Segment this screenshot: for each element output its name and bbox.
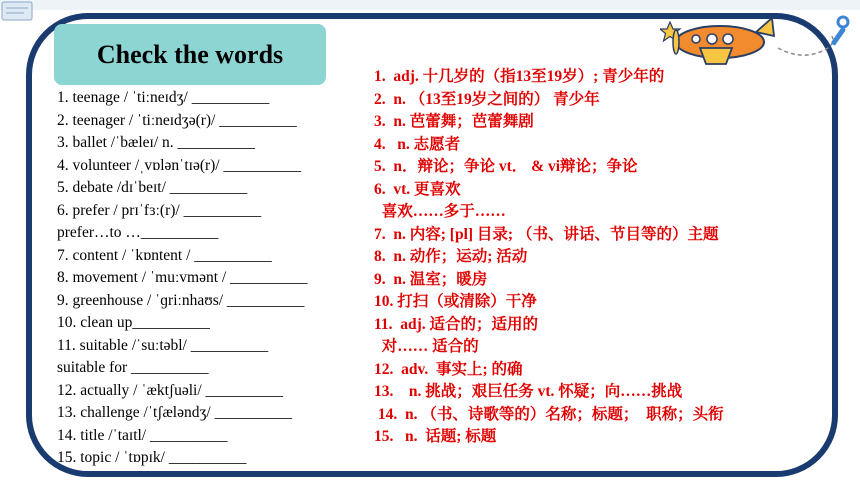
vocabulary-item: 7. content / ˈkɒntent / __________: [57, 246, 272, 264]
vocabulary-item: 8. movement / ˈmuːvmənt / __________: [57, 269, 308, 286]
vocabulary-item: 13. challenge /ˈtʃæləndʒ/ __________: [57, 404, 293, 421]
vocabulary-item: 3. ballet /ˈbæleɪ/ n. __________: [57, 134, 256, 151]
notebook-corner-icon: [0, 0, 40, 24]
definition-item: 4. n. 志愿者: [374, 135, 461, 153]
definition-item: 3. n. 芭蕾舞；芭蕾舞剧: [374, 113, 534, 130]
definition-item: 12. adv. 事实上; 的确: [374, 360, 523, 378]
definition-item: 14. n. （书、诗歌等的）名称；标题； 职称；头衔: [374, 405, 724, 423]
vocabulary-item: 11. suitable /ˈsuːtəbl/ __________: [57, 336, 269, 354]
vocabulary-item: 2. teenager / ˈtiːneɪdʒə(r)/ __________: [57, 111, 297, 129]
vocabulary-item: suitable for __________: [57, 359, 209, 376]
definition-item: 1. adj. 十几岁的（指13至19岁）; 青少年的: [374, 68, 665, 85]
page-title: Check the words: [96, 39, 284, 69]
definition-item: 8. n. 动作；运动; 活动: [374, 248, 528, 265]
airplane-icon: [660, 8, 850, 74]
vocabulary-item: 4. volunteer /ˌvɒlənˈtɪə(r)/ __________: [57, 156, 301, 174]
definition-item: 5. n．辩论；争论 vt． & vi辩论；争论: [374, 158, 638, 175]
definition-item: 10. 打扫（或清除）干净: [374, 293, 537, 310]
definition-item: 13. n. 挑战；艰巨任务 vt. 怀疑；向……挑战: [374, 383, 683, 400]
definition-item: 11. adj. 适合的；适用的: [374, 315, 539, 333]
definition-item: 6. vt. 更喜欢: [374, 180, 461, 198]
vocabulary-item: 5. debate /dɪˈbeɪt/ __________: [57, 179, 248, 196]
title-banner: [54, 24, 326, 85]
vocabulary-item: 1. teenage / ˈtiːneɪdʒ/ __________: [57, 89, 270, 106]
definition-item: 对…… 适合的: [374, 338, 479, 355]
vocabulary-item: 12. actually / ˈæktʃuəli/ __________: [57, 381, 284, 399]
vocabulary-item: 6. prefer / prɪˈfɜː(r)/ __________: [57, 201, 262, 219]
vocabulary-item: 15. topic / ˈtɒpɪk/ __________: [57, 449, 247, 466]
definition-item: 喜欢……多于……: [374, 203, 506, 220]
wrench-icon: [831, 17, 848, 46]
vocabulary-item: 9. greenhouse / ˈɡriːnhaʊs/ __________: [57, 291, 305, 309]
definition-item: 15. n. 话题; 标题: [374, 428, 497, 445]
vocabulary-item: 10. clean up__________: [57, 314, 210, 331]
vocabulary-list: [57, 87, 357, 470]
vocabulary-item: 14. title /ˈtaɪtl/ __________: [57, 426, 228, 444]
definition-list: [374, 66, 834, 449]
vocabulary-item: prefer…to …__________: [57, 224, 219, 241]
definition-item: 7. n. 内容; [pl] 目录; （书、讲话、节目等的）主题: [374, 225, 719, 243]
definition-item: 9. n. 温室；暖房: [374, 270, 488, 288]
definition-item: 2. n. （13至19岁之间的） 青少年: [374, 90, 600, 108]
